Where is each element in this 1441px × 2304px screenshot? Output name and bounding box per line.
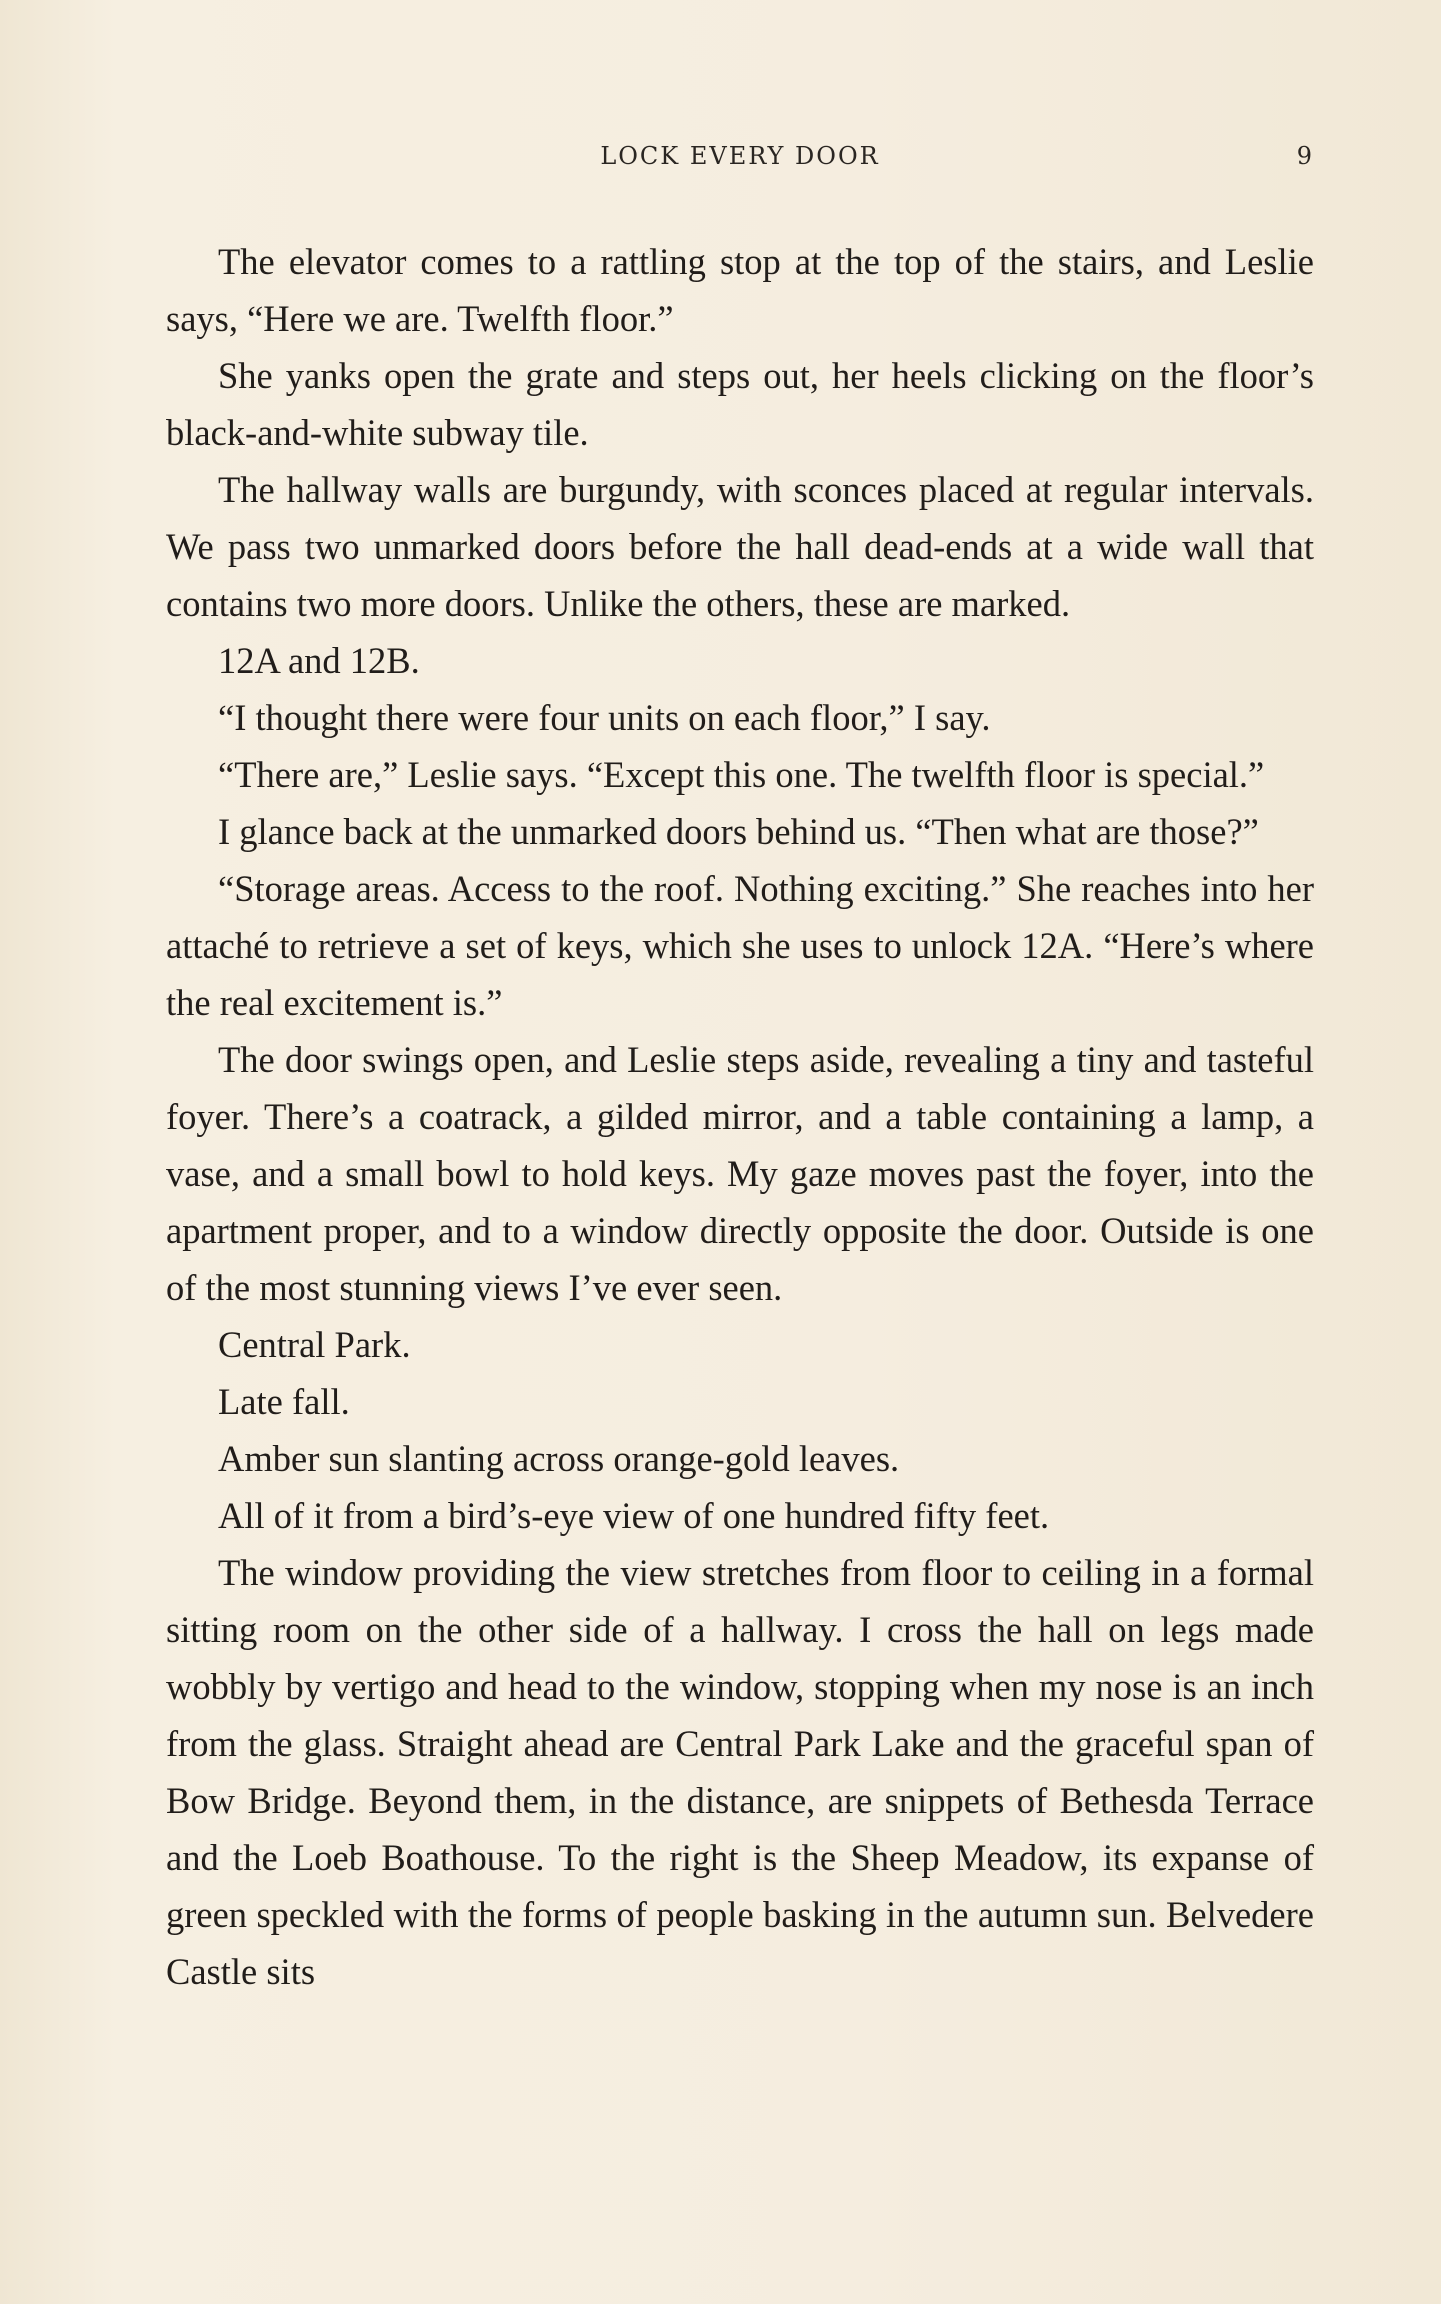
paragraph: “I thought there were four units on each floor,” I say. [218, 697, 991, 738]
paragraph: The window providing the view stretches from floor to ceiling in a formal sitting room on the other side of a hallway. I cross the hall on legs made wobbly by vertigo and head to the window, stopping when my nose is an inch from the glass. Straight ahead are Central Park Lake and the graceful span of Bow Bridge. Beyond them, in the distance, are snippets of Bethesda Terrace and the Loeb Boathouse. To the right is the Sheep Meadow, its expanse of green speckled with the forms of people basking in the autumn sun. Belvedere Castle sits [166, 1552, 1314, 1992]
page-number: 9 [1296, 142, 1314, 170]
paragraph: She yanks open the grate and steps out, her heels clicking on the floor’s black-and-white subway tile. [166, 355, 1314, 453]
body-text [166, 233, 1314, 2000]
paragraph: Amber sun slanting across orange-gold leaves. [218, 1438, 900, 1479]
paragraph: The hallway walls are burgundy, with sconces placed at regular intervals. We pass two unmarked doors before the hall dead-ends at a wide wall that contains two more doors. Unlike the others, these are marked. [166, 469, 1314, 624]
paragraph: 12A and 12B. [218, 640, 420, 681]
running-title: LOCK EVERY DOOR [600, 142, 880, 170]
page-header [166, 142, 1314, 178]
paragraph: The door swings open, and Leslie steps aside, revealing a tiny and tasteful foyer. There’s a coatrack, a gilded mirror, and a table containing a lamp, a vase, and a small bowl to hold keys. My gaze moves past the foyer, into the apartment proper, and to a window directly opposite the door. Outside is one of the most stunning views I’ve ever seen. [166, 1039, 1314, 1308]
paragraph: “There are,” Leslie says. “Except this one. The twelfth floor is special.” [218, 754, 1265, 795]
paragraph: All of it from a bird’s-eye view of one hundred fifty feet. [218, 1495, 1050, 1536]
paragraph: I glance back at the unmarked doors behind us. “Then what are those?” [218, 811, 1259, 852]
paragraph: Late fall. [218, 1381, 350, 1422]
paragraph: Central Park. [218, 1324, 411, 1365]
paragraph: The elevator comes to a rattling stop at the top of the stairs, and Leslie says, “Here we are. Twelfth floor.” [166, 241, 1314, 339]
paragraph: “Storage areas. Access to the roof. Nothing exciting.” She reaches into her attaché to retrieve a set of keys, which she uses to unlock 12A. “Here’s where the real excitement is.” [166, 868, 1314, 1023]
